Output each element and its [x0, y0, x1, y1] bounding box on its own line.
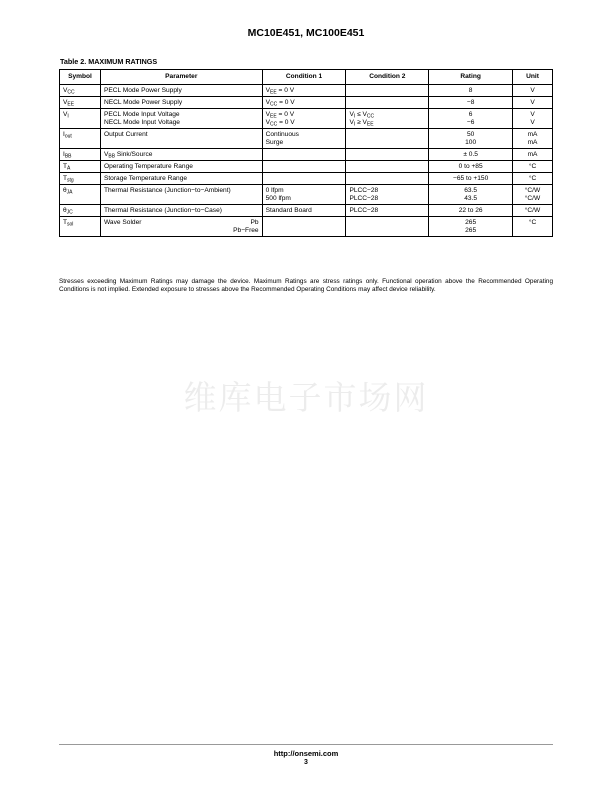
parameter-cell: NECL Mode Power Supply [100, 97, 262, 109]
table-caption: Table 2. MAXIMUM RATINGS [60, 57, 158, 66]
rating-cell: 63.5 43.5 [429, 185, 513, 205]
column-header-unit: Unit [513, 70, 553, 85]
symbol-cell: $I_{BB}$ [60, 149, 101, 161]
condition-1-cell: Standard Board [262, 205, 346, 217]
symbol-cell: $T_{stg}$ [60, 173, 101, 185]
parameter-cell: Wave Solder Pb Pb−Free [100, 217, 262, 237]
unit-cell: V [513, 97, 553, 109]
parameter-cell: Output Current [100, 129, 262, 149]
page-number: 3 [304, 759, 308, 766]
unit-cell: °C/W [513, 205, 553, 217]
symbol-cell: $T_A$ [60, 161, 101, 173]
column-header-parameter: Parameter [100, 70, 262, 85]
rating-cell: −8 [429, 97, 513, 109]
condition-2-cell [346, 129, 429, 149]
condition-1-cell [262, 217, 346, 237]
condition-1-cell [262, 173, 346, 185]
symbol-cell: $V_{CC}$ [60, 85, 101, 97]
condition-1-cell: $V_{EE} = 0$ V [262, 85, 346, 97]
rating-cell: 50 100 [429, 129, 513, 149]
table-row [60, 205, 553, 217]
maximum-ratings-table [59, 69, 553, 237]
condition-2-cell [346, 85, 429, 97]
table-row [60, 217, 553, 237]
condition-2-cell [346, 149, 429, 161]
condition-2-cell: $V_I \le V_{CC}$ $V_I \ge V_{EE}$ [346, 109, 429, 129]
table-footnote: Stresses exceeding Maximum Ratings may damage the device. Maximum Ratings are stress ratings only. Functional operation above the Recommended Operating Conditions is not implied. Extended exposure to stresses above the Recommended Operating Conditions may affect device reliability. [59, 278, 553, 293]
table-row [60, 185, 553, 205]
rating-cell: 22 to 26 [429, 205, 513, 217]
condition-1-cell: $V_{EE} = 0$ V $V_{CC} = 0$ V [262, 109, 346, 129]
footer-divider [59, 744, 553, 745]
column-header-symbol: Symbol [60, 70, 101, 85]
symbol-cell: $V_I$ [60, 109, 101, 129]
condition-2-cell [346, 217, 429, 237]
table-row [60, 149, 553, 161]
rating-cell: 0 to +85 [429, 161, 513, 173]
unit-cell: mA mA [513, 129, 553, 149]
condition-1-cell [262, 161, 346, 173]
unit-cell: V [513, 85, 553, 97]
unit-cell: °C [513, 173, 553, 185]
footer-url[interactable]: http://onsemi.com [273, 749, 339, 758]
symbol-cell: $T_{sol}$ [60, 217, 101, 237]
rating-cell: ± 0.5 [429, 149, 513, 161]
rating-cell: −65 to +150 [429, 173, 513, 185]
table-row [60, 129, 553, 149]
unit-cell: °C [513, 161, 553, 173]
symbol-cell: $I_{out}$ [60, 129, 101, 149]
rating-cell: 265 265 [429, 217, 513, 237]
column-header-condition-1: Condition 1 [262, 70, 346, 85]
condition-1-cell: Continuous Surge [262, 129, 346, 149]
symbol-cell: $\theta_{JC}$ [60, 205, 101, 217]
parameter-cell: Storage Temperature Range [100, 173, 262, 185]
watermark: 维库电子市场网 [183, 378, 429, 417]
condition-2-cell [346, 173, 429, 185]
unit-cell: °C/W °C/W [513, 185, 553, 205]
parameter-cell: Operating Temperature Range [100, 161, 262, 173]
symbol-cell: $\theta_{JA}$ [60, 185, 101, 205]
column-header-condition-2: Condition 2 [346, 70, 429, 85]
parameter-cell: $V_{BB}$ Sink/Source [100, 149, 262, 161]
table-row [60, 85, 553, 97]
table-row [60, 173, 553, 185]
parameter-cell: PECL Mode Input Voltage NECL Mode Input Voltage [100, 109, 262, 129]
table-row [60, 97, 553, 109]
parameter-cell: Thermal Resistance (Junction−to−Ambient) [100, 185, 262, 205]
rating-cell: 6 −6 [429, 109, 513, 129]
condition-2-cell: PLCC−28 [346, 205, 429, 217]
table-row [60, 109, 553, 129]
condition-2-cell: PLCC−28 PLCC−28 [346, 185, 429, 205]
symbol-cell: $V_{EE}$ [60, 97, 101, 109]
unit-cell: mA [513, 149, 553, 161]
condition-2-cell [346, 97, 429, 109]
parameter-cell: Thermal Resistance (Junction−to−Case) [100, 205, 262, 217]
condition-1-cell [262, 149, 346, 161]
rating-cell: 8 [429, 85, 513, 97]
condition-1-cell: 0 lfpm 500 lfpm [262, 185, 346, 205]
condition-1-cell: $V_{CC} = 0$ V [262, 97, 346, 109]
parameter-cell: PECL Mode Power Supply [100, 85, 262, 97]
document-title: MC10E451, MC100E451 [247, 27, 365, 39]
table-header-row [60, 70, 553, 85]
unit-cell: °C [513, 217, 553, 237]
table-row [60, 161, 553, 173]
unit-cell: V V [513, 109, 553, 129]
column-header-rating: Rating [429, 70, 513, 85]
condition-2-cell [346, 161, 429, 173]
